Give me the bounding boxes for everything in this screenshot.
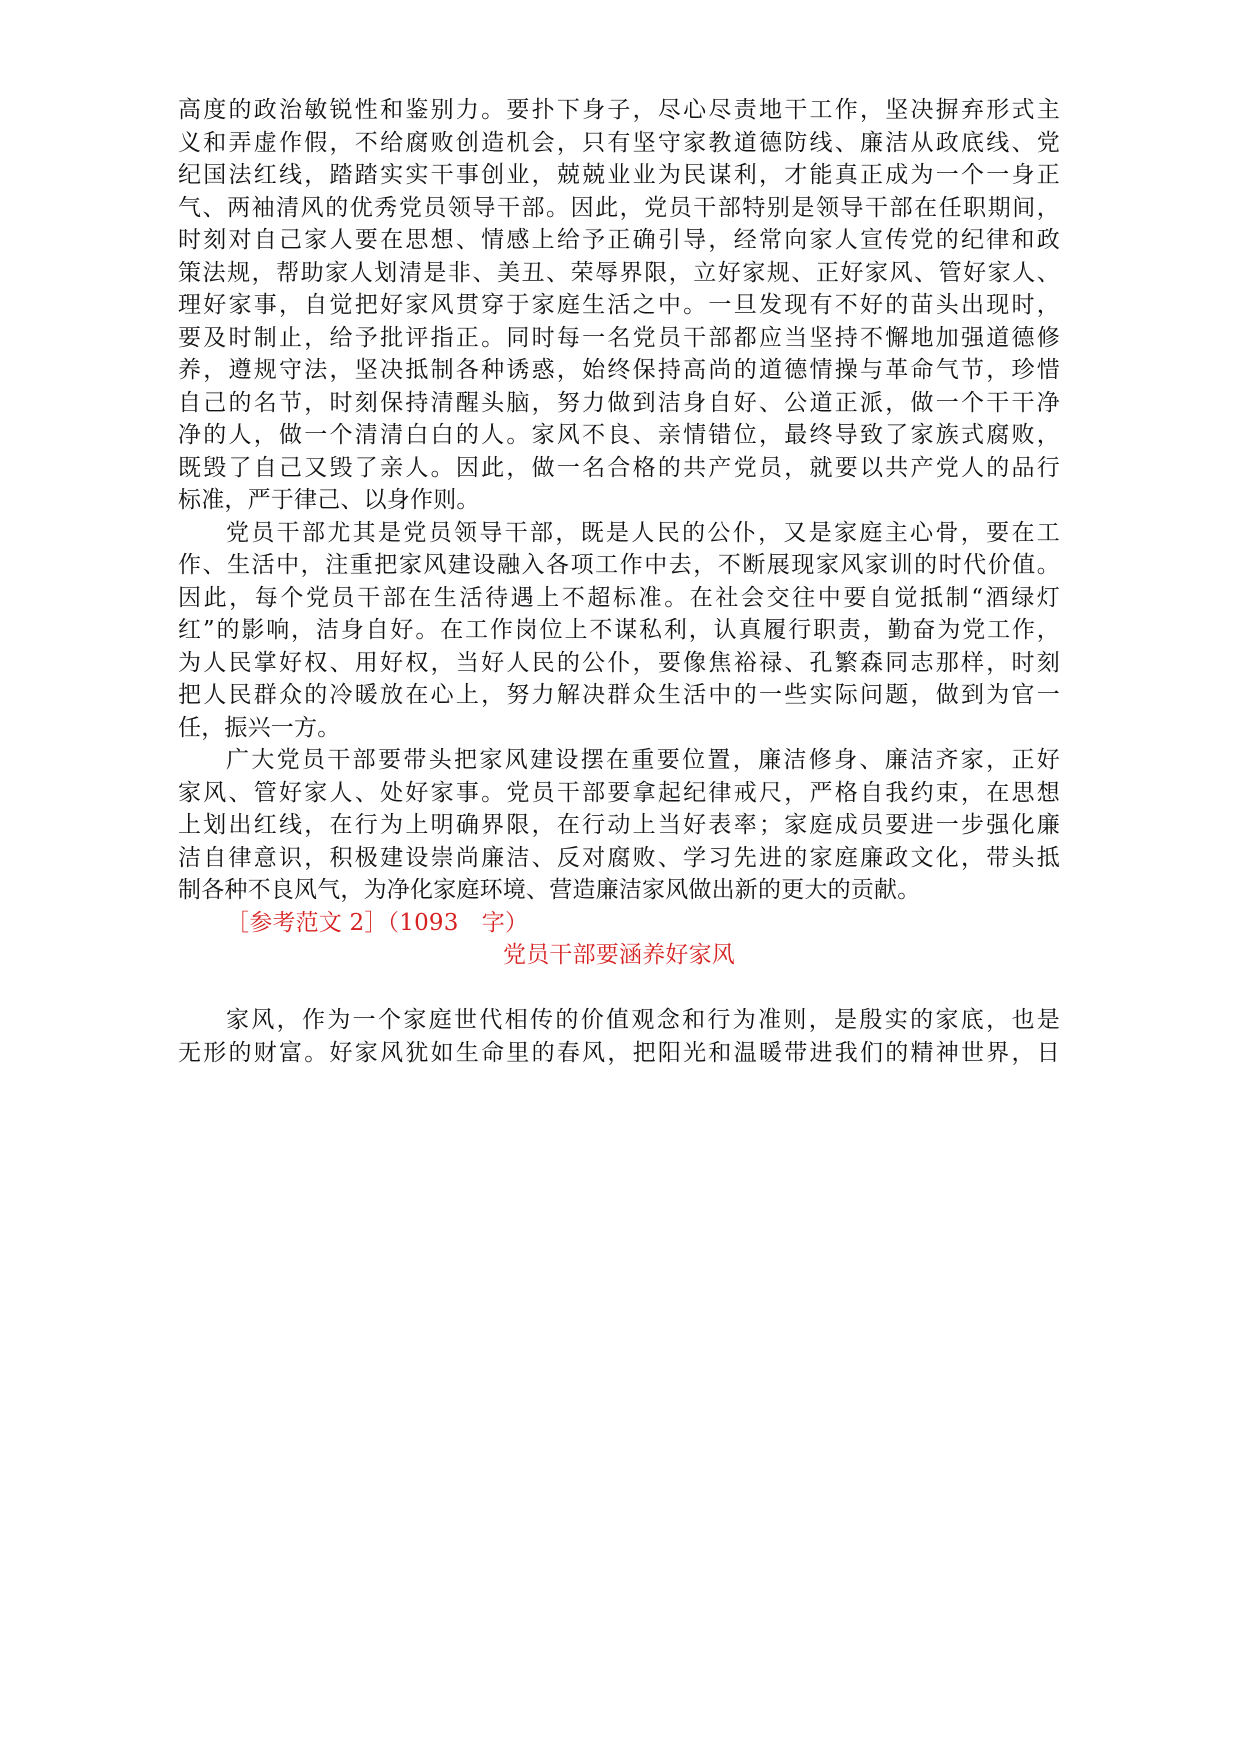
text-line: 无形的财富。好家风犹如生命里的春风，把阳光和温暖带进我们的精神世界，日 [178,1039,1060,1066]
document-body [178,94,1060,1069]
text-line: 家风，作为一个家庭世代相传的价值观念和行为准则，是殷实的家底，也是 [226,1007,1060,1033]
paragraph-2 [178,517,1060,745]
text-line: 家风、管好家人、处好家事。党员干部要拿起纪律戒尺，严格自我约束，在思想 [178,779,1060,806]
paragraph-4 [178,1004,1060,1069]
text-line: 策法规，帮助家人划清是非、美丑、荣辱界限，立好家规、正好家风、管好家人、 [178,259,1060,286]
section-title: 党员干部要涵养好家风 [503,942,735,968]
text-line: 要及时制止，给予批评指正。同时每一名党员干部都应当坚持不懈地加强道德修 [178,324,1060,351]
text-line: 既毁了自己又毁了亲人。因此，做一名合格的共产党员，就要以共产党人的品行 [178,454,1060,481]
text-line: 自己的名节，时刻保持清醒头脑，努力做到洁身自好、公道正派，做一个干干净 [178,389,1060,416]
text-line: 义和弄虚作假，不给腐败创造机会，只有坚守家教道德防线、廉洁从政底线、党 [178,129,1060,156]
text-line: 因此，每个党员干部在生活待遇上不超标准。在社会交往中要自觉抵制“酒绿灯 [178,584,1060,611]
text-line: 上划出红线，在行为上明确界限，在行动上当好表率；家庭成员要进一步强化廉 [178,812,1060,838]
reference-label: ［参考范文 2］（1093 字） [226,909,529,936]
text-line: 标准，严于律己、以身作则。 [178,487,480,513]
text-line: 纪国法红线，踏踏实实干事创业，兢兢业业为民谋利，才能真正成为一个一身正 [178,162,1060,188]
text-line: 气、两袖清风的优秀党员领导干部。因此，党员干部特别是领导干部在任职期间， [178,194,1060,221]
text-line: 理好家事，自觉把好家风贯穿于家庭生活之中。一旦发现有不好的苗头出现时， [178,292,1060,318]
text-line: 党员干部尤其是党员领导干部，既是人民的公仆，又是家庭主心骨，要在工 [226,519,1060,546]
text-line: 养，遵规守法，坚决抵制各种诱惑，始终保持高尚的道德情操与革命气节，珍惜 [178,357,1060,383]
text-line: 高度的政治敏锐性和鉴别力。要扑下身子，尽心尽责地干工作，坚决摒弃形式主 [178,97,1060,123]
blank-line [178,972,1060,1005]
text-line: 净的人，做一个清清白白的人。家风不良、亲情错位，最终导致了家族式腐败， [178,422,1060,448]
text-line: 把人民群众的冷暖放在心上，努力解决群众生活中的一些实际问题，做到为官一 [178,682,1060,708]
text-line: 制各种不良风气，为净化家庭环境、营造廉洁家风做出新的更大的贡献。 [178,877,921,903]
text-line: 时刻对自己家人要在思想、情感上给予正确引导，经常向家人宣传党的纪律和政 [178,227,1060,253]
text-line: 任，振兴一方。 [178,714,341,741]
paragraph-3 [178,744,1060,907]
text-line: 洁自律意识，积极建设崇尚廉洁、反对腐败、学习先进的家庭廉政文化，带头抵 [178,844,1060,871]
text-line: 广大党员干部要带头把家风建设摆在重要位置，廉洁修身、廉洁齐家，正好 [226,747,1060,773]
text-line: 红”的影响，洁身自好。在工作岗位上不谋私利，认真履行职责，勤奋为党工作， [178,617,1060,643]
text-line: 作、生活中，注重把家风建设融入各项工作中去，不断展现家风家训的时代价值。 [178,552,1060,578]
paragraph-1 [178,94,1060,517]
text-line: 为人民掌好权、用好权，当好人民的公仆，要像焦裕禄、孔繁森同志那样，时刻 [178,649,1060,676]
